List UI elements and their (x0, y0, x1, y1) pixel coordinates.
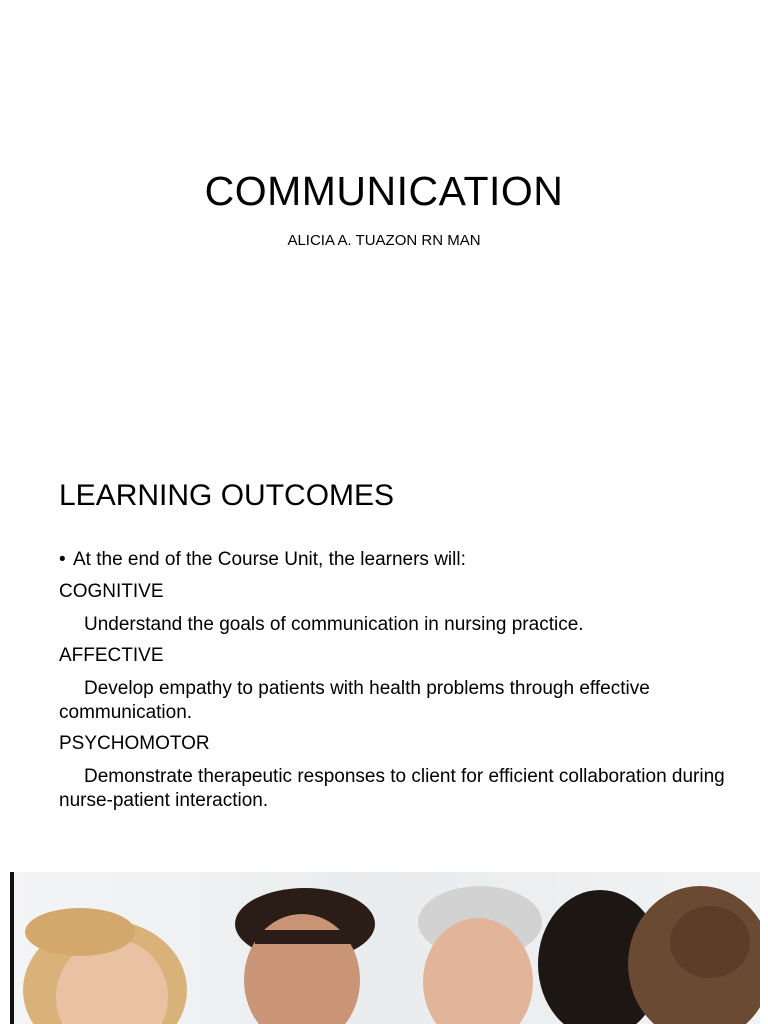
title-slide (0, 0, 768, 420)
outcome-domain-psychomotor: PSYCHOMOTOR (59, 733, 210, 754)
group-discussion-photo (10, 872, 760, 1024)
outcome-domain-affective: AFFECTIVE (59, 645, 164, 666)
intro-text: At the end of the Course Unit, the learners will: (73, 549, 466, 570)
slide-subtitle: ALICIA A. TUAZON RN MAN (287, 232, 481, 249)
photo-border (10, 872, 14, 1024)
learning-outcomes-heading: LEARNING OUTCOMES (59, 479, 395, 512)
bullet-icon: • (59, 549, 66, 570)
learning-outcomes-body (59, 548, 729, 820)
outcome-text-psychomotor: Demonstrate therapeutic responses to client for efficient collaboration during nurse-patient interaction. (59, 766, 725, 811)
outcome-text-affective: Develop empathy to patients with health problems through effective communication. (59, 678, 650, 723)
learning-outcomes-slide (0, 440, 768, 860)
outcome-domain-cognitive: COGNITIVE (59, 581, 164, 602)
slide-title: COMMUNICATION (204, 168, 564, 214)
intro-bullet (59, 548, 729, 572)
photo-slide (10, 872, 760, 1024)
outcome-text-cognitive: Understand the goals of communication in nursing practice. (84, 614, 584, 635)
